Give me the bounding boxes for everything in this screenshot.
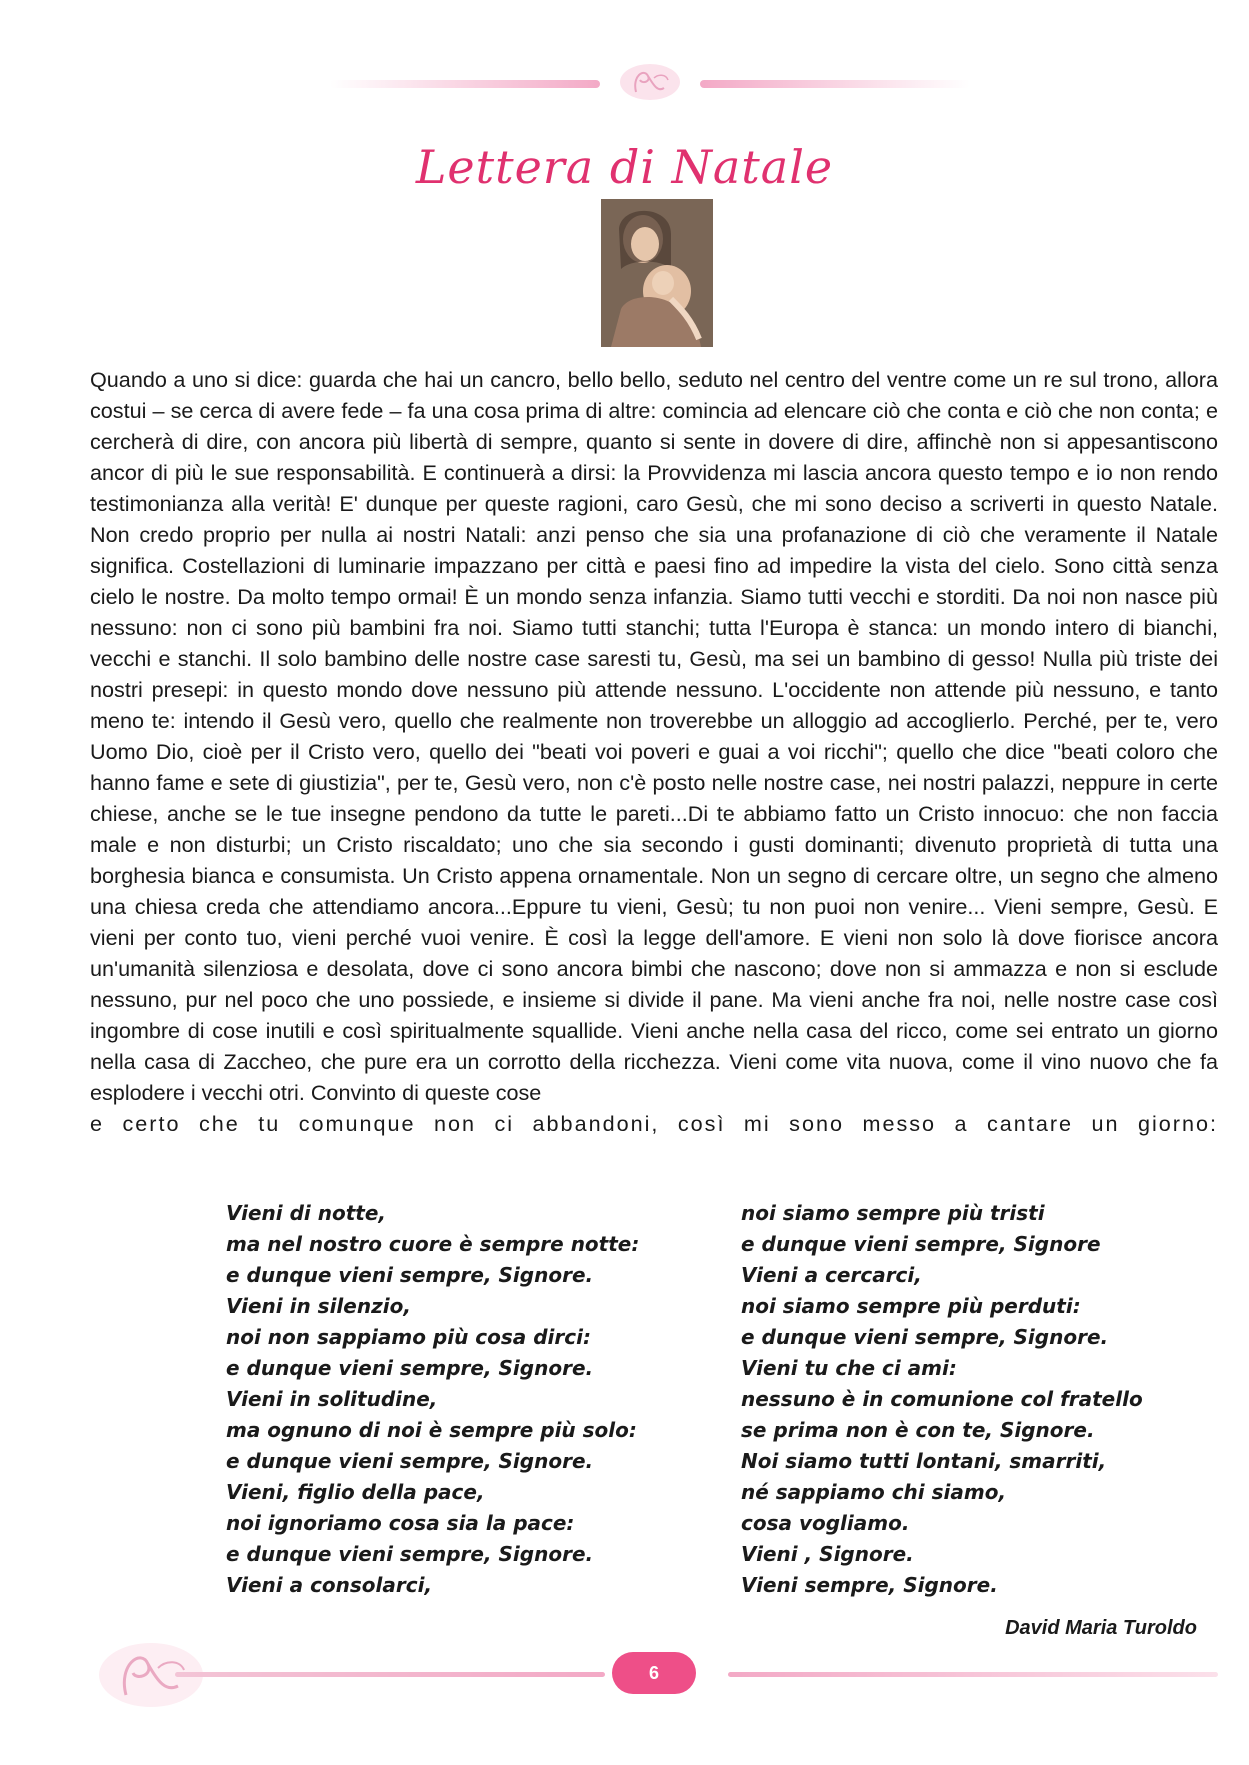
poem-line: e dunque vieni sempre, Signore. xyxy=(226,1542,594,1566)
poem-line: Vieni a cercarci, xyxy=(741,1263,922,1287)
poem-line: cosa vogliamo. xyxy=(741,1511,910,1535)
header-ornament xyxy=(330,62,970,102)
poem-line: e dunque vieni sempre, Signore. xyxy=(741,1325,1109,1349)
poem-line: Vieni sempre, Signore. xyxy=(741,1573,998,1597)
header-ornament-right-bar xyxy=(700,80,970,88)
poem-line: ma nel nostro cuore è sempre notte: xyxy=(226,1232,640,1256)
poem-line: noi ignoriamo cosa sia la pace: xyxy=(226,1511,575,1535)
poem-line: e dunque vieni sempre, Signore xyxy=(741,1232,1101,1256)
footer-ornament-right-line xyxy=(728,1672,1218,1677)
letter-body-last-line: e certo che tu comunque non ci abbandoni, così mi sono messo a cantare un giorno: xyxy=(90,1111,1218,1136)
poem-line: Vieni in silenzio, xyxy=(226,1294,411,1318)
poem-left-column xyxy=(226,1198,639,1601)
poem-line: Noi siamo tutti lontani, smarriti, xyxy=(741,1449,1107,1473)
poem-line: Vieni in solitudine, xyxy=(226,1387,438,1411)
poem-right-column xyxy=(741,1198,1143,1601)
poem-line: noi non sappiamo più cosa dirci: xyxy=(226,1325,591,1349)
poem-line: né sappiamo chi siamo, xyxy=(741,1480,1007,1504)
page-number-badge: 6 xyxy=(612,1652,696,1694)
author-signature: David Maria Turoldo xyxy=(1005,1617,1197,1639)
poem-line: e dunque vieni sempre, Signore. xyxy=(226,1356,594,1380)
poem-line: Vieni a consolarci, xyxy=(226,1573,433,1597)
poem-line: Vieni , Signore. xyxy=(741,1542,914,1566)
poem-line: noi siamo sempre più tristi xyxy=(741,1201,1045,1225)
madonna-child-image-icon xyxy=(601,199,713,347)
poem-line: Vieni, figlio della pace, xyxy=(226,1480,485,1504)
poem-line: e dunque vieni sempre, Signore. xyxy=(226,1449,594,1473)
poem-line: e dunque vieni sempre, Signore. xyxy=(226,1263,594,1287)
nativity-painting xyxy=(601,199,713,347)
poem-line: Vieni di notte, xyxy=(226,1201,386,1225)
header-ornament-left-bar xyxy=(330,80,600,88)
poem-line: Vieni tu che ci ami: xyxy=(741,1356,957,1380)
poem-line: noi siamo sempre più perduti: xyxy=(741,1294,1081,1318)
page-title: Lettera di Natale xyxy=(415,140,834,194)
footer-ornament-left-line xyxy=(175,1672,605,1677)
poem-line: se prima non è con te, Signore. xyxy=(741,1418,1095,1442)
letter-body-text: Quando a uno si dice: guarda che hai un cancro, bello bello, seduto nel centro del ventre come un re sul trono, allora costui – se cerca di avere fede – fa una cosa prima di altre: comincia ad elencare ciò che conta e ciò che non conta; e cercherà di dire, con ancora più libertà di sempre, quanto si sente in dovere di dire, affinchè non si appesantiscono ancor di più le sue responsabilità. E continuerà a dirsi: la Provvidenza mi lascia ancora questo tempo e io non rendo testimonianza alla verità! E' dunque per queste ragioni, caro Gesù, che mi sono deciso a scriverti in questo Natale. Non credo proprio per nulla ai nostri Natali: anzi penso che sia una profanazione di ciò che veramente il Natale significa. Costellazioni di luminarie impazzano per città e paesi fino ad impedire la vista del cielo. Sono città senza cielo le nostre. Da molto tempo ormai! È un mondo senza infanzia. Siamo tutti vecchi e storditi. Da noi non nasce più nessuno: non ci sono più bambini fra noi. Siamo tutti stanchi; tutta l'Europa è stanca: un mondo intero di bianchi, vecchi e stanchi. Il solo bambino delle nostre case saresti tu, Gesù, ma sei un bambino di gesso! Nulla più triste dei nostri presepi: in questo mondo dove nessuno più attende nessuno. L'occidente non attende più nessuno, e tanto meno te: intendo il Gesù vero, quello che realmente non troverebbe un alloggio ad accoglierlo. Perché, per te, vero Uomo Dio, cioè per il Cristo vero, quello dei "beati voi poveri e guai a voi ricchi"; quello che dice "beati coloro che hanno fame e sete di giustizia", per te, Gesù vero, non c'è posto nelle nostre case, nei nostri palazzi, neppure in certe chiese, anche se le tue insegne pendono da tutte le pareti...Di te abbiamo fatto un Cristo innocuo: che non faccia male e non disturbi; un Cristo riscaldato; uno che sia secondo i gusti dominanti; divenuto proprietà di tutta una borghesia bianca e consumista. Un Cristo appena ornamentale. Non un segno di cercare oltre, un segno che almeno una chiesa creda che attendiamo ancora...Eppure tu vieni, Gesù; tu non puoi non venire... Vieni sempre, Gesù. E vieni per conto tuo, vieni perché vuoi venire. È così la legge dell'amore. E vieni non solo là dove fiorisce ancora un'umanità silenziosa e desolata, dove ci sono ancora bimbi che nascono; dove non si ammazza e non si esclude nessuno, pur nel poco che uno possiede, e insieme si divide il pane. Ma vieni anche fra noi, nelle nostre case così ingombre di cose inutili e così spiritualmente squallide. Vieni anche nella casa del ricco, come sei entrato un giorno nella casa di Zaccheo, che pure era un corrotto della ricchezza. Vieni come vita nuova, come il vino nuovo che fa esplodere i vecchi otri. Convinto di queste cose xyxy=(90,367,1218,1105)
poem-line: ma ognuno di noi è sempre più solo: xyxy=(226,1418,637,1442)
letter-body xyxy=(90,364,1218,1139)
magazine-logo-icon xyxy=(618,62,682,102)
poem-line: nessuno è in comunione col fratello xyxy=(741,1387,1143,1411)
